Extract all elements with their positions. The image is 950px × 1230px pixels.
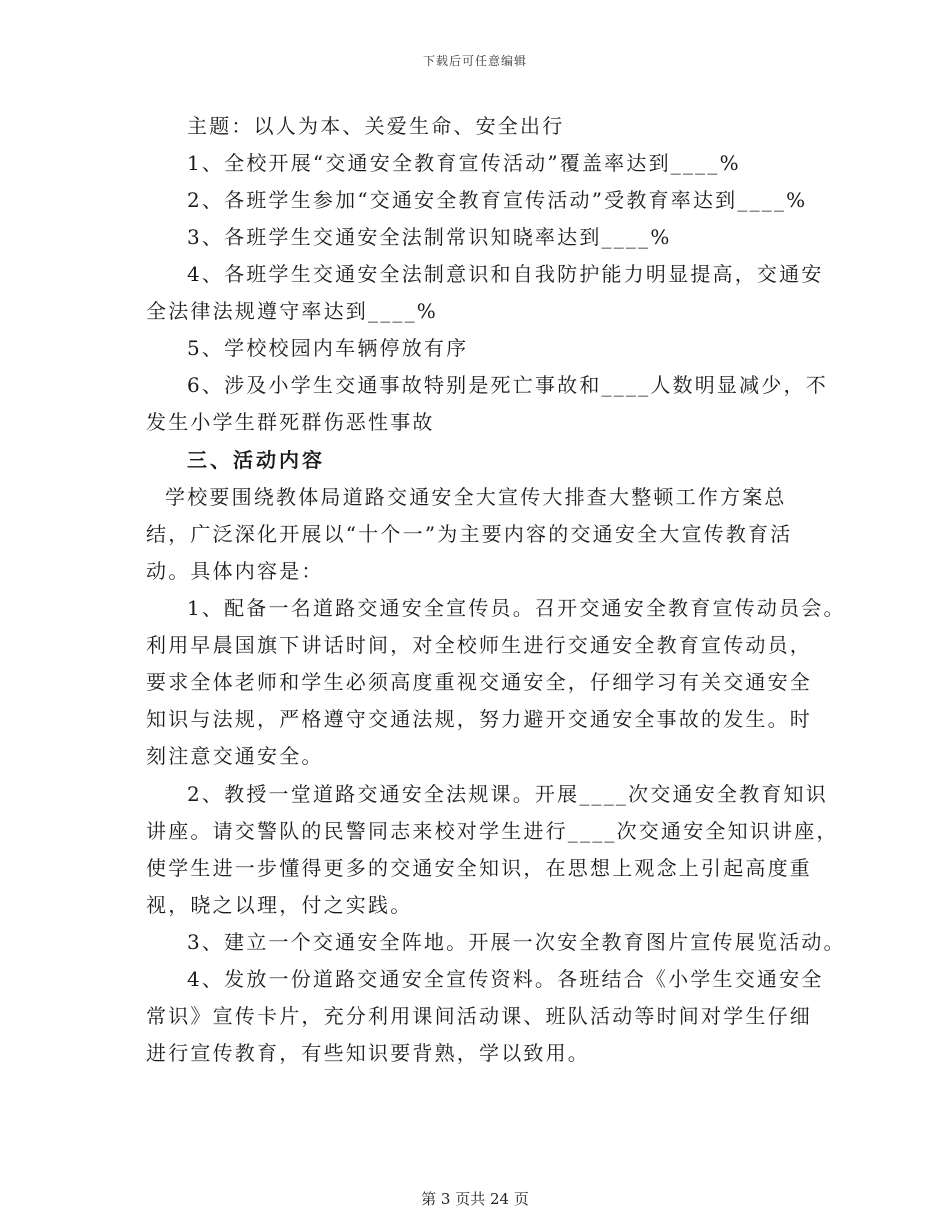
goal-4-line-1: 4、各班学生交通安全法制意识和自我防护能力明显提高，交通安 <box>187 262 824 286</box>
goal-2: 2、各班学生参加“交通安全教育宣传活动”受教育率达到____% <box>187 188 808 212</box>
goal-1: 1、全校开展“交通安全教育宣传活动”覆盖率达到____% <box>187 151 741 175</box>
item-2-line-3: 使学生进一步懂得更多的交通安全知识，在思想上观念上引起高度重 <box>146 856 812 880</box>
item-1-line-5: 刻注意交通安全。 <box>146 744 324 768</box>
page-header: 下载后可任意编辑 <box>422 54 527 68</box>
item-4-line-2: 常识》宣传卡片，充分利用课间活动课、班队活动等时间对学生仔细 <box>146 1004 812 1028</box>
goal-6-line-2: 发生小学生群死群伤恶性事故 <box>146 410 435 434</box>
item-1-line-4: 知识与法规，严格遵守交通法规，努力避开交通安全事故的发生。时 <box>146 707 812 731</box>
intro-line-1: 学校要围绕教体局道路交通安全大宣传大排查大整顿工作方案总 <box>165 485 787 509</box>
intro-line-2: 结，广泛深化开展以“十个一”为主要内容的交通安全大宣传教育活 <box>146 522 793 546</box>
item-4-line-3: 进行宣传教育，有些知识要背熟，学以致用。 <box>146 1041 590 1065</box>
goal-3: 3、各班学生交通安全法制常识知晓率达到____% <box>187 225 672 249</box>
item-1-line-2: 利用早晨国旗下讲话时间，对全校师生进行交通安全教育宣传动员， <box>146 633 812 657</box>
page-footer: 第 3 页共 24 页 <box>421 1190 529 1208</box>
item-2-line-1: 2、教授一堂道路交通安全法规课。开展____次交通安全教育知识 <box>187 782 828 806</box>
intro-line-3: 动。具体内容是： <box>146 559 324 583</box>
goal-5: 5、学校校园内车辆停放有序 <box>187 336 469 360</box>
item-4-line-1: 4、发放一份道路交通安全宣传资料。各班结合《小学生交通安全 <box>187 967 824 991</box>
item-3: 3、建立一个交通安全阵地。开展一次安全教育图片宣传展览活动。 <box>187 930 846 954</box>
item-2-line-2: 讲座。请交警队的民警同志来校对学生进行____次交通安全知识讲座， <box>146 819 839 843</box>
item-2-line-4: 视，晓之以理，付之实践。 <box>146 893 413 917</box>
item-1-line-1: 1、配备一名道路交通安全宣传员。召开交通安全教育宣传动员会。 <box>187 596 846 620</box>
theme-line: 主题：以人为本、关爱生命、安全出行 <box>187 114 565 138</box>
item-1-line-3: 要求全体老师和学生必须高度重视交通安全，仔细学习有关交通安全 <box>146 670 812 694</box>
goal-4-line-2: 全法律法规遵守率达到____% <box>146 299 439 323</box>
section-heading: 三、活动内容 <box>187 448 325 472</box>
goal-6-line-1: 6、涉及小学生交通事故特别是死亡事故和____人数明显减少，不 <box>187 373 828 397</box>
